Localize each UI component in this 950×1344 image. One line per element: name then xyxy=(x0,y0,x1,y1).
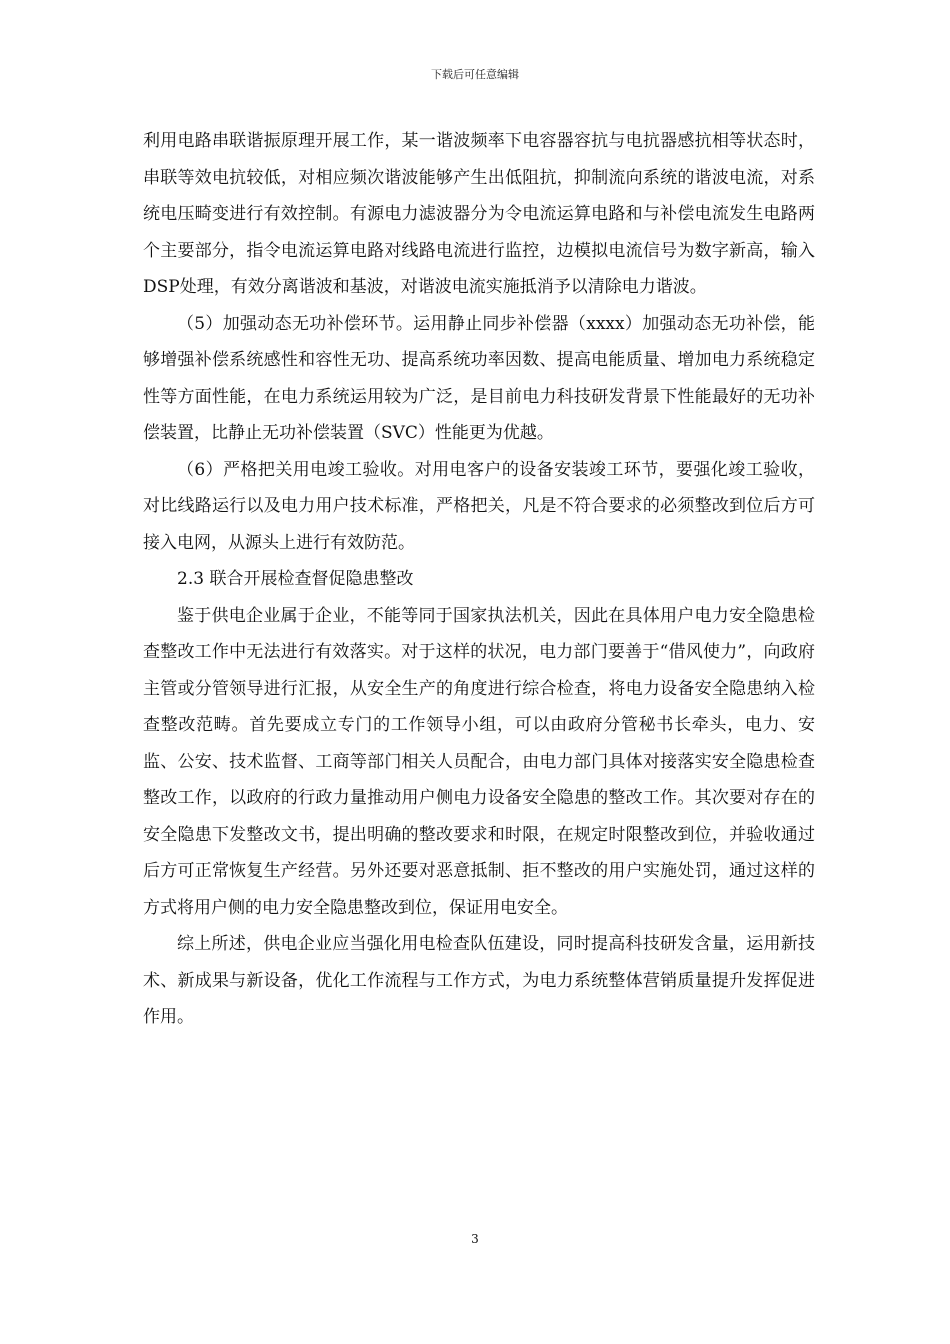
paragraph-joint-inspection: 鉴于供电企业属于企业，不能等同于国家执法机关，因此在具体用户电力安全隐患检查整改工作中无法进行有效落实。对于这样的状况，电力部门要善于“借风使力”，向政府主管或分管领导进行汇报，从安全生产的角度进行综合检查，将电力设备安全隐患纳入检查整改范畴。首先要成立专门的工作领导小组，可以由政府分管秘书长牵头，电力、安监、公安、技术监督、工商等部门相关人员配合，由电力部门具体对接落实安全隐患检查整改工作，以政府的行政力量推动用户侧电力设备安全隐患的整改工作。其次要对存在的安全隐患下发整改文书，提出明确的整改要求和时限，在规定时限整改到位，并验收通过后方可正常恢复生产经营。另外还要对恶意抵制、拒不整改的用户实施处罚，通过这样的方式将用户侧的电力安全隐患整改到位，保证用电安全。 xyxy=(143,605,815,918)
paragraph-dynamic-compensation: （5）加强动态无功补偿环节。运用静止同步补偿器（xxxx）加强动态无功补偿，能够增强补偿系统感性和容性无功、提高系统功率因数、提高电能质量、增加电力系统稳定性等方面性能，在电力系统运用较为广泛，是目前电力科技研发背景下性能最好的无功补偿装置，比静止无功补偿装置（SVC）性能更为优越。 xyxy=(143,313,815,443)
document-body xyxy=(143,123,815,1036)
section-heading: 2.3 联合开展检查督促隐患整改 xyxy=(177,569,414,589)
paragraph-acceptance-check: （6）严格把关用电竣工验收。对用电客户的设备安装竣工环节，要强化竣工验收，对比线路运行以及电力用户技术标准，严格把关，凡是不符合要求的必须整改到位后方可接入电网，从源头上进行有效防范。 xyxy=(143,459,815,553)
page-header: 下载后可任意编辑 xyxy=(431,68,519,81)
paragraph-conclusion: 综上所述，供电企业应当强化用电检查队伍建设，同时提高科技研发含量，运用新技术、新成果与新设备，优化工作流程与工作方式，为电力系统整体营销质量提升发挥促进作用。 xyxy=(143,934,815,1027)
page-number: 3 xyxy=(471,1232,479,1246)
paragraph-continuation: 利用电路串联谐振原理开展工作，某一谐波频率下电容器容抗与电抗器感抗相等状态时，串联等效电抗较低，对相应频次谐波能够产生出低阻抗，抑制流向系统的谐波电流，对系统电压畸变进行有效控制。有源电力滤波器分为令电流运算电路和与补偿电流发生电路两个主要部分，指令电流运算电路对线路电流进行监控，边模拟电流信号为数字新高，输入DSP处理，有效分离谐波和基波，对谐波电流实施抵消予以清除电力谐波。 xyxy=(143,131,815,297)
